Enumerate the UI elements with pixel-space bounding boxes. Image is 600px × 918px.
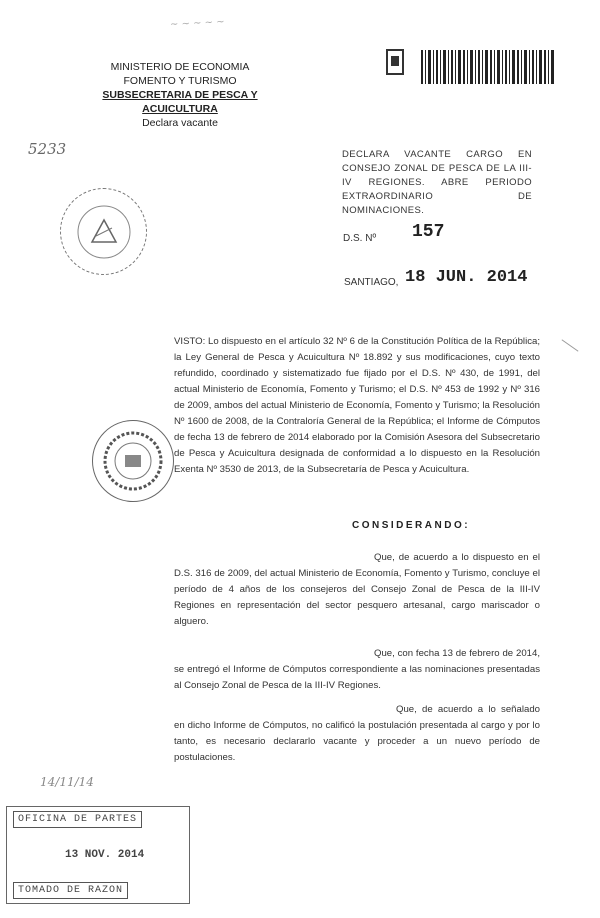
office-stamp-footer: TOMADO DE RAZON (13, 882, 128, 899)
margin-tick (562, 339, 579, 351)
office-stamp-title: OFICINA DE PARTES (13, 811, 142, 828)
office-stamp (6, 806, 190, 904)
subject-short: Declara vacante (142, 117, 218, 129)
considerando-1: Que, de acuerdo a lo dispuesto en el D.S. 316 de 2009, del actual Ministerio de Economía, Fomento y Turismo, concluye el período de 4 años de los consejeros del Consejo Zonal de Pesca de la III-IV Regiones en representación del sector pesquero artesanal, cargo mariscador o alguero. (174, 552, 540, 627)
seal-text-ring-icon (101, 429, 165, 493)
barcode-icon (421, 50, 561, 92)
decree-date: 18 JUN. 2014 (405, 268, 528, 287)
visto-paragraph: VISTO: Lo dispuesto en el artículo 32 Nº 6 de la Constitución Política de la República; la Ley General de Pesca y Acuicultura Nº 18.892 y sus modificaciones, cuyo texto refundido, coordinado y sistematizado fue fijado por el D.S. Nº 430, de 1991, del actual Ministerio de Economía, Fomento y Turismo; el D.S. Nº 453 de 1992 y Nº 316 de 2009, ambos del actual Ministerio de Economía, Fomento y Turismo; la Resolución Nº 1600 de 2008, de la Contraloría General de la República; el Informe de Cómputos de fecha 13 de febrero de 2014 elaborado por la Comisión Asesora del Subsecretario de Pesca y Acuicultura designada de conformidad a lo dispuesto en la Resolución Exenta Nº 3530 de 2013, de la Subsecretaría de Pesca y Acuicultura. (174, 336, 540, 475)
barcode-block (385, 40, 585, 105)
ministry-header (70, 60, 290, 130)
official-seal-middle (92, 420, 174, 502)
considerando-3: Que, de acuerdo a lo señalado en dicho Informe de Cómputos, no calificó la postulación presentada al cargo y por lo tanto, es necesario declararlo vacante y proceder a un nuevo período de postulaciones. (174, 704, 540, 763)
seal-logo-icon (385, 48, 405, 78)
ministry-line1: MINISTERIO DE ECONOMIA (110, 61, 250, 73)
handwritten-date: 14/11/14 (40, 775, 94, 789)
seal-emblem-icon (74, 202, 134, 262)
ministry-line2: FOMENTO Y TURISMO (123, 75, 237, 87)
handwritten-scribble: ~ ~ ~ ~ ~ (169, 16, 225, 31)
subsecretaria-line: SUBSECRETARIA DE PESCA Y ACUICULTURA (102, 89, 258, 115)
ds-number: 157 (412, 222, 445, 242)
considerando-2: Que, con fecha 13 de febrero de 2014, se entregó el Informe de Cómputos correspondiente a las nominaciones presentadas al Consejo Zonal de Pesca de la III-IV Regiones. (174, 648, 540, 691)
place-label: SANTIAGO, (344, 277, 399, 288)
considerando-heading: CONSIDERANDO: (352, 520, 471, 531)
office-stamp-date: 13 NOV. 2014 (65, 849, 145, 861)
decree-topic: DECLARA VACANTE CARGO EN CONSEJO ZONAL DE PESCA DE LA III-IV REGIONES. ABRE PERIODO EXTRAORDINARIO DE NOMINACIONES. (342, 149, 532, 216)
ds-label: D.S. Nº (343, 233, 377, 244)
margin-note: 5233 (28, 140, 67, 158)
official-seal-top (60, 188, 147, 275)
